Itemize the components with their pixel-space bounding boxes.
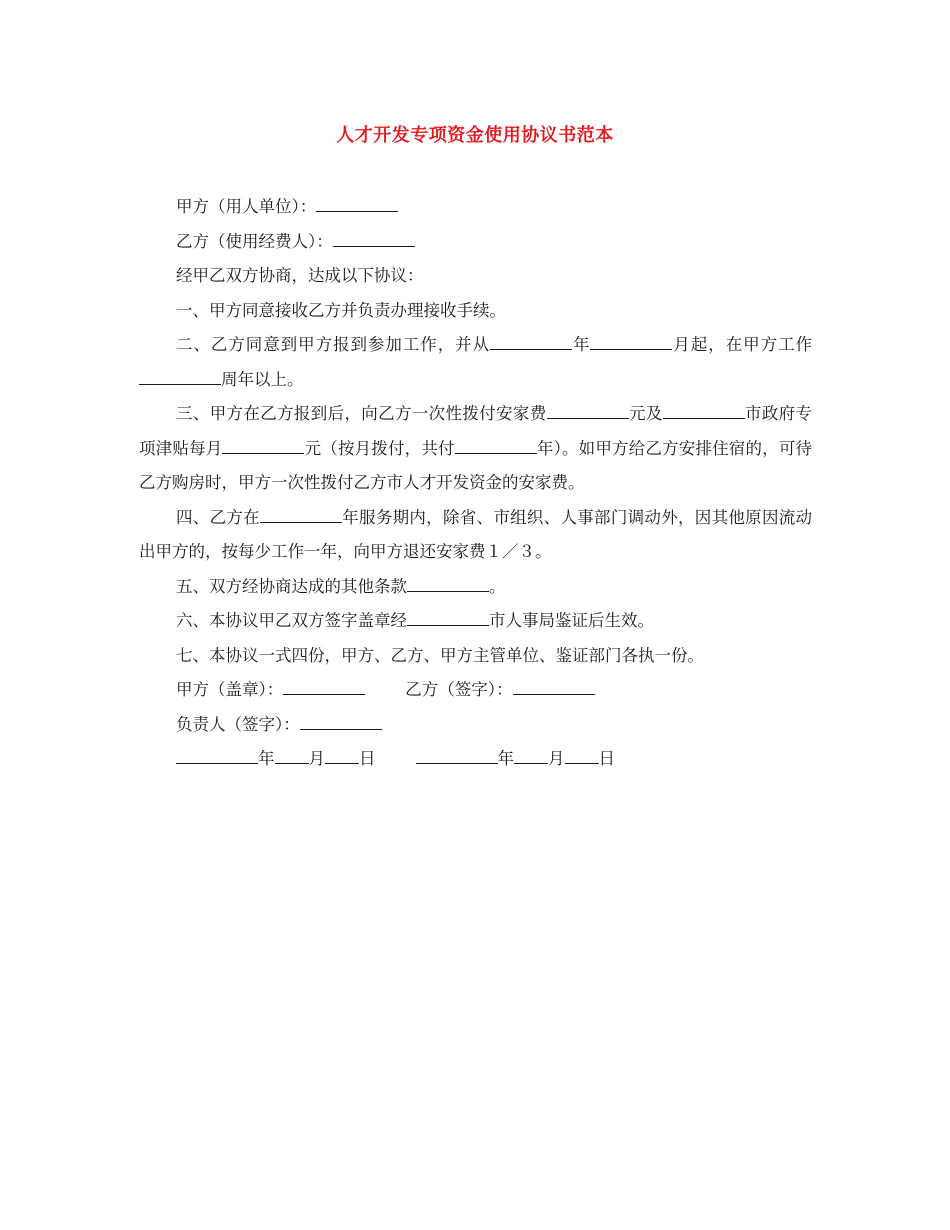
date-a-day-label: 日 <box>359 749 376 768</box>
party-a-seal-blank <box>283 677 365 695</box>
date-line <box>139 742 812 777</box>
clause-2-text-a: 二、乙方同意到甲方报到参加工作，并从 <box>176 335 491 354</box>
clause-2 <box>139 328 812 397</box>
document-title: 人才开发专项资金使用协议书范本 <box>336 125 614 146</box>
clause-4 <box>139 501 812 570</box>
date-b-day-label: 日 <box>598 749 615 768</box>
date-b-month-blank <box>514 746 548 764</box>
clause-7: 七、本协议一式四份，甲方、乙方、甲方主管单位、鉴证部门各执一份。 <box>176 645 704 665</box>
bureau-city-blank <box>407 608 489 626</box>
service-years-blank <box>260 504 342 522</box>
clause-3 <box>139 397 812 501</box>
party-a-label: 甲方（用人单位）： <box>176 197 317 216</box>
clause-2-text-c: 月起，在甲方工作 <box>672 335 813 354</box>
start-year-blank <box>490 332 572 350</box>
clause-3-text-d: 元（按月拨付，共付 <box>304 438 455 458</box>
date-b-year-label: 年 <box>497 749 514 768</box>
document-body <box>139 190 812 777</box>
date-a-day-blank <box>325 746 359 764</box>
city-blank <box>663 401 745 419</box>
clause-6 <box>139 604 812 639</box>
start-month-blank <box>590 332 672 350</box>
signature-line <box>139 673 812 708</box>
responsible-label: 负责人（签字）： <box>176 714 300 734</box>
clause-6-text-a: 六、本协议甲乙双方签字盖章经 <box>176 611 407 630</box>
date-a-month-blank <box>275 746 309 764</box>
clause-3-text-b: 元及 <box>628 404 663 423</box>
party-b-line <box>139 225 812 260</box>
party-b-sign-label: 乙方（签字）： <box>405 680 513 699</box>
party-b-label: 乙方（使用经费人）： <box>176 231 333 251</box>
date-a-year-blank <box>176 746 258 764</box>
clause-3-text-c: 市政府专项津贴每月 <box>139 404 813 458</box>
party-a-seal-label: 甲方（盖章）： <box>176 680 284 699</box>
intro-paragraph: 经甲乙双方协商，达成以下协议： <box>176 266 424 285</box>
clause-5 <box>139 570 812 605</box>
date-b-day-blank <box>565 746 599 764</box>
clause-2-text-b: 年 <box>572 335 591 354</box>
party-b-sign-blank <box>513 677 595 695</box>
party-a-blank <box>316 194 398 212</box>
clause-3-text-a: 三、甲方在乙方报到后，向乙方一次性拨付安家费 <box>176 404 547 423</box>
date-b-month-label: 月 <box>548 749 565 768</box>
clause-2-text-d: 周年以上。 <box>221 369 304 389</box>
date-b-year-blank <box>416 746 498 764</box>
responsible-blank <box>300 711 382 729</box>
clause-6-text-b: 市人事局鉴证后生效。 <box>489 611 654 630</box>
clause-4-text-a: 四、乙方在 <box>176 507 260 527</box>
allowance-years-blank <box>455 435 537 453</box>
responsible-line <box>139 708 812 743</box>
date-a-month-label: 月 <box>308 749 325 768</box>
work-years-blank <box>139 366 221 384</box>
party-a-line <box>139 190 812 225</box>
clause-5-text-b: 。 <box>489 576 506 596</box>
clause-5-text-a: 五、双方经协商达成的其他条款 <box>176 576 407 596</box>
party-b-blank <box>333 228 415 246</box>
date-a-year-label: 年 <box>258 749 275 768</box>
settling-fee-blank <box>547 401 629 419</box>
monthly-allowance-blank <box>222 435 304 453</box>
other-terms-blank <box>407 573 489 591</box>
clause-4-text-b: 年服务期内，除省、市组织、人事部门调动外，因其他原因流动出甲方的，按每少工作一年，向甲方退还安家费１／３。 <box>139 507 813 561</box>
clause-1: 一、甲方同意接收乙方并负责办理接收手续。 <box>176 300 506 320</box>
clause-3-text-e: 年）。如甲方给乙方安排住宿的，可待乙方购房时，甲方一次性拨付乙方市人才开发资金的安家费。 <box>139 438 813 492</box>
